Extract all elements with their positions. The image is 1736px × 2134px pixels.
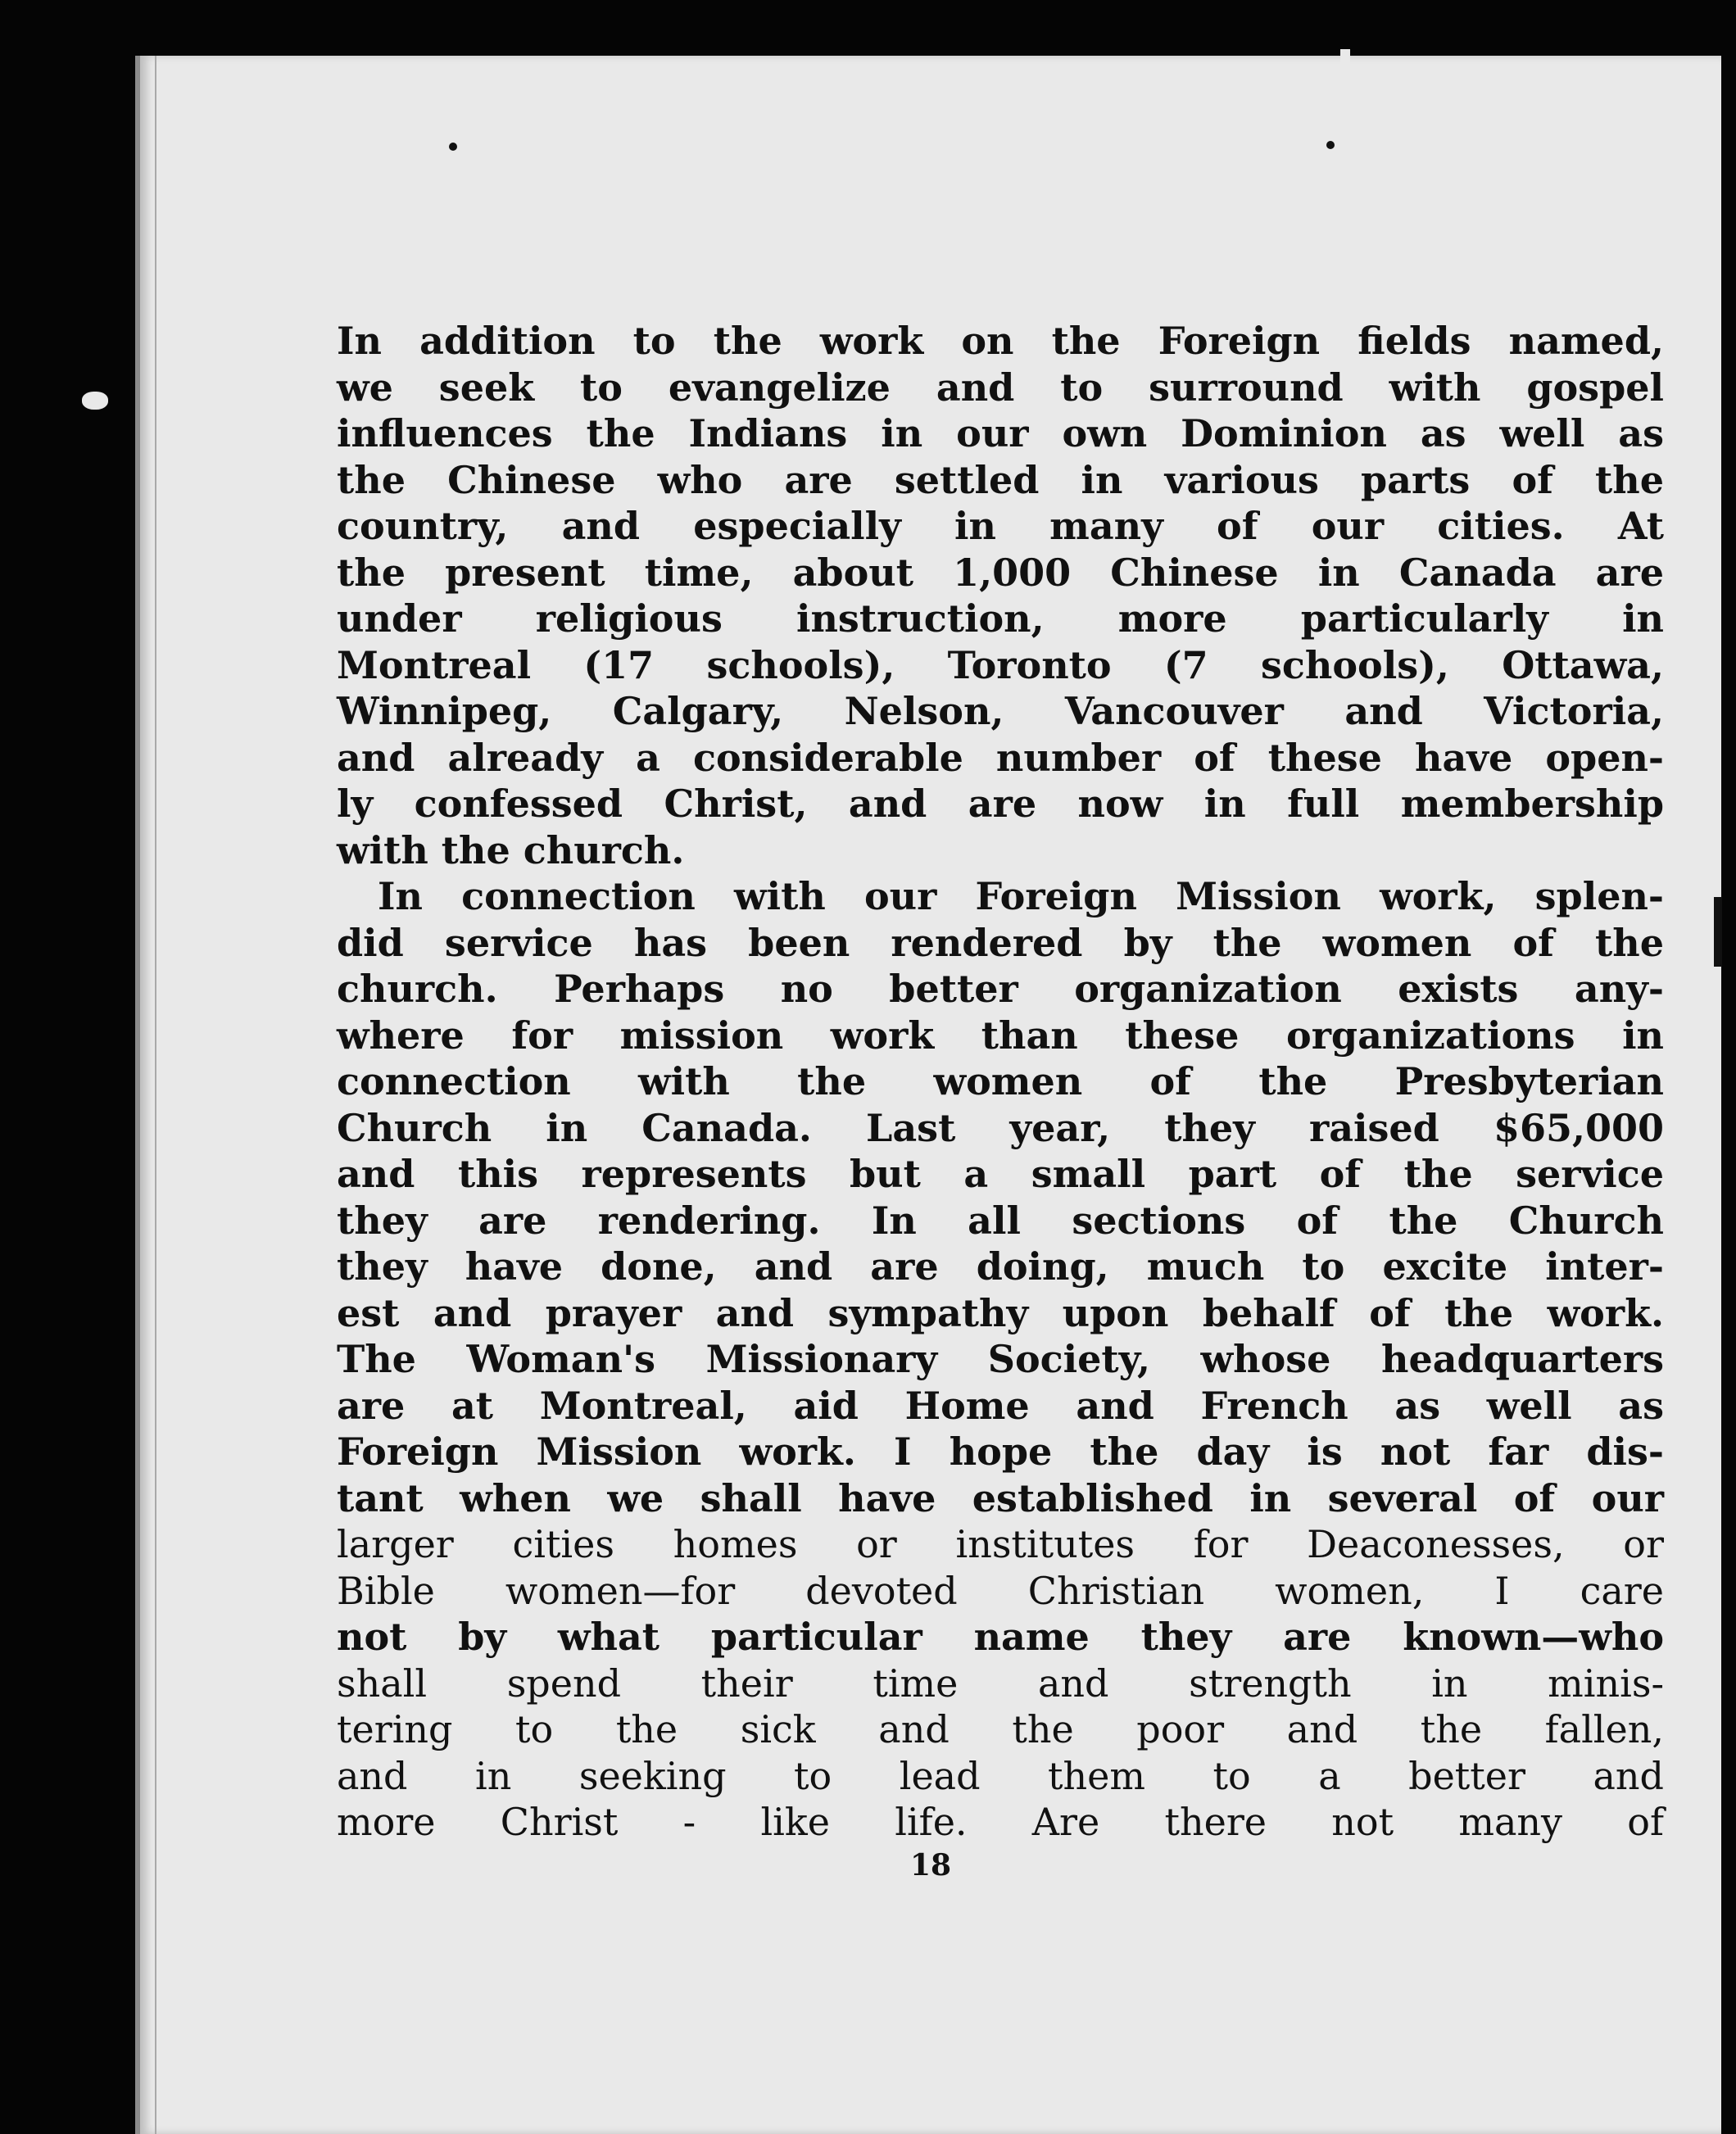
text-line: more Christ - like life. Are there not many of xyxy=(337,1800,1664,1844)
text-line: larger cities homes or institutes for Deaconesses, or xyxy=(337,1522,1664,1566)
body-text xyxy=(337,318,1664,1846)
text-line: country, and especially in many of our cities. At xyxy=(337,504,1664,548)
text-line: Bible women—for devoted Christian women, I care xyxy=(337,1568,1664,1613)
text-line: Winnipeg, Calgary, Nelson, Vancouver and Victoria, xyxy=(337,689,1664,733)
text-line: and this represents but a small part of the service xyxy=(337,1152,1664,1196)
text-line: The Woman's Missionary Society, whose headquarters xyxy=(337,1337,1664,1381)
text-line: tant when we shall have established in several of our xyxy=(337,1475,1664,1520)
text-line: ly confessed Christ, and are now in full membership xyxy=(337,782,1664,826)
text-line: Church in Canada. Last year, they raised $65,000 xyxy=(337,1105,1664,1150)
text-line: they have done, and are doing, much to excite inter- xyxy=(337,1244,1664,1289)
text-line: with the church. xyxy=(337,827,685,872)
ink-speck xyxy=(449,143,457,151)
text-line: connection with the women of the Presbyterian xyxy=(337,1059,1664,1103)
text-line: not by what particular name they are known—who xyxy=(337,1615,1664,1659)
text-line: and in seeking to lead them to a better and xyxy=(337,1753,1664,1798)
scan-edge-mark xyxy=(1340,49,1350,64)
text-line: and already a considerable number of these have open- xyxy=(337,735,1664,780)
text-line: did service has been rendered by the women of the xyxy=(337,920,1664,965)
text-line: under religious instruction, more particularly in xyxy=(337,596,1664,641)
text-line: Montreal (17 schools), Toronto (7 schools), Ottawa, xyxy=(337,642,1664,687)
text-line: the present time, about 1,000 Chinese in Canada are xyxy=(337,550,1664,595)
text-line: where for mission work than these organizations in xyxy=(337,1013,1664,1058)
text-line: church. Perhaps no better organization exists any- xyxy=(337,967,1664,1011)
text-line: are at Montreal, aid Home and French as well as xyxy=(337,1383,1664,1428)
text-line: shall spend their time and strength in minis- xyxy=(337,1661,1664,1706)
scan-edge-mark xyxy=(1714,897,1722,967)
page-number: 18 xyxy=(909,1848,952,1883)
text-line: we seek to evangelize and to surround with gospel xyxy=(337,365,1664,410)
ink-speck xyxy=(1326,141,1335,149)
text-line: Foreign Mission work. I hope the day is not far dis- xyxy=(337,1429,1664,1474)
text-line: they are rendering. In all sections of the Church xyxy=(337,1198,1664,1243)
scan-edge-mark xyxy=(82,392,108,410)
text-line: tering to the sick and the poor and the fallen, xyxy=(337,1707,1664,1751)
scanned-page xyxy=(135,56,1721,2134)
text-line: influences the Indians in our own Dominion as well as xyxy=(337,411,1664,455)
text-line: est and prayer and sympathy upon behalf of the work. xyxy=(337,1290,1664,1335)
text-line: the Chinese who are settled in various parts of the xyxy=(337,457,1664,502)
text-line: In connection with our Foreign Mission work, splen- xyxy=(378,874,1664,918)
text-line: In addition to the work on the Foreign fields named, xyxy=(337,319,1664,363)
